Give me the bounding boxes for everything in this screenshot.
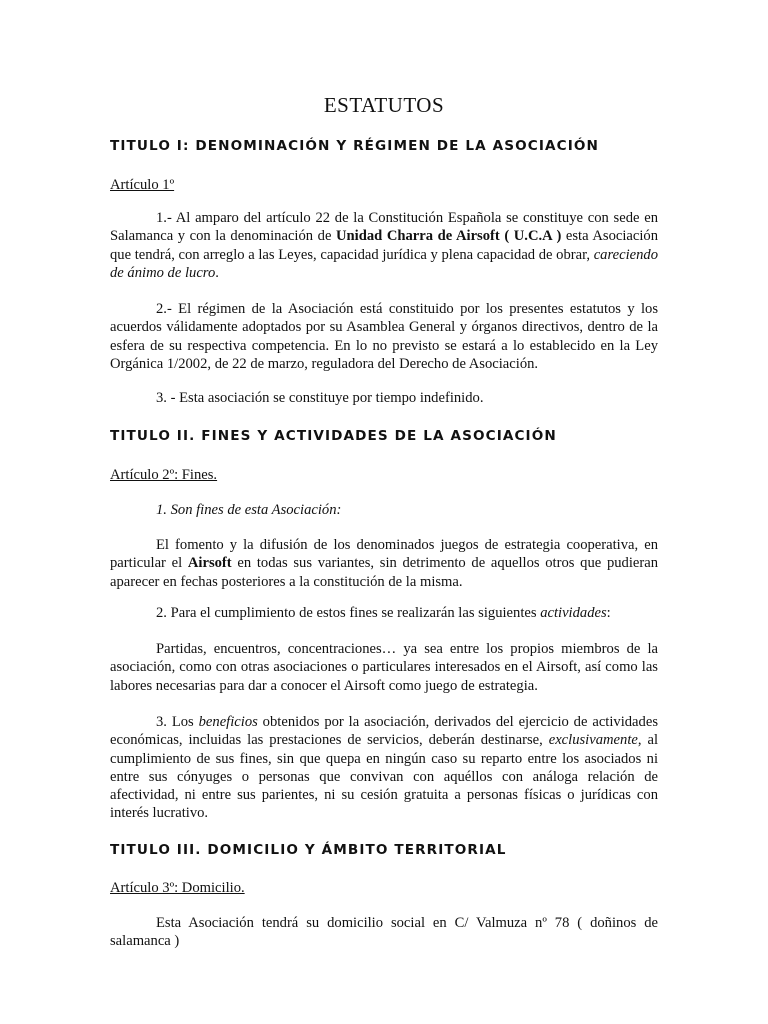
- paragraph-2-4: Partidas, encuentros, concentraciones… ya sea entre los propios miembros de la asociación, como con otras asociaciones o particulares interesados en el Airsoft, así como las labores necesarias para dar a conocer el Airsoft como juego de estrategia.: [110, 641, 658, 694]
- section-heading-titulo-3: TITULO III. DOMICILIO Y ÁMBITO TERRITORIAL: [110, 842, 507, 858]
- airsoft-bold: Airsoft: [187, 555, 232, 572]
- article-heading-2: [110, 466, 658, 484]
- paragraph-3-1: Esta Asociación tendrá su domicilio social en C/ Valmuza nº 78 ( doñinos de salamanca ): [110, 915, 658, 950]
- association-name: Unidad Charra de Airsoft ( U.C.A ): [336, 228, 562, 245]
- article-heading-2-text: Artículo 2º: Fines.: [110, 467, 218, 483]
- article-heading-1-text: Artículo 1º: [110, 177, 175, 193]
- paragraph-1-1-part-c: esta Asociación que tendrá, con arreglo a las Leyes, capacidad jurídica y plena capacidad de obrar,: [110, 228, 658, 263]
- beneficios-italic: beneficios: [198, 714, 258, 730]
- paragraph-2-2-part-a: El fomento y la difusión de los denominados juegos de estrategia cooperativa, en particular el: [110, 537, 658, 572]
- paragraph-2-2-part-c: en todas sus variantes, sin detrimento de aquellos otros que pudieran aparecer en fechas posteriores a la constitución de la misma.: [110, 555, 658, 590]
- section-heading-titulo-2: TITULO II. FINES Y ACTIVIDADES DE LA ASOCIACIÓN: [110, 428, 557, 444]
- paragraph-1-1-part-e: .: [215, 264, 219, 281]
- paragraph-2-5-part-c: obtenidos por la asociación, derivados del ejercicio de actividades económicas, incluidas las prestaciones de servicios, deberán destinarse,: [110, 714, 658, 749]
- paragraph-2-3-part-a: 2. Para el cumplimiento de estos fines se realizarán las siguientes: [156, 605, 541, 621]
- paragraph-1-2: 2.- El régimen de la Asociación está constituido por los presentes estatutos y los acuerdos válidamente adoptados por su Asamblea General y órganos directivos, dentro de la esfera de su respectiva competencia. En lo no previsto se estará a lo establecido en la Ley Orgánica 1/2002, de 22 de marzo, reguladora del Derecho de Asociación.: [110, 301, 658, 372]
- exclusivamente-italic: exclusivamente: [548, 732, 638, 749]
- article-heading-3-text: Artículo 3º: Domicilio.: [110, 880, 245, 896]
- paragraph-2-5-part-a: 3. Los: [156, 714, 199, 730]
- section-heading-titulo-1: TITULO I: DENOMINACIÓN Y RÉGIMEN DE LA ASOCIACIÓN: [110, 138, 599, 154]
- paragraph-1-1-part-a: 1.- Al amparo del artículo 22 de la Constitución Española se constituye con sede en Salamanca y con la denominación de: [110, 210, 658, 245]
- document-title: ESTATUTOS: [323, 93, 445, 117]
- article-heading-3: [110, 879, 658, 897]
- paragraph-1-3: 3. - Esta asociación se constituye por tiempo indefinido.: [156, 390, 484, 406]
- paragraph-2-3-part-c: :: [606, 605, 611, 621]
- paragraph-2-5-part-e: , al cumplimiento de sus fines, sin que quepa en ningún caso su reparto entre los asociados ni entre sus cónyuges o personas que convivan con aquéllos con análoga relación de afectividad, ni entre sus parientes, ni su cesión gratuita a personas físicas o jurídicas con interés lucrativo.: [110, 732, 658, 822]
- paragraph-1-1: [110, 209, 658, 282]
- paragraph-2-5: [110, 713, 658, 823]
- article-heading-1: [110, 176, 658, 194]
- paragraph-2-2: [110, 536, 658, 591]
- paragraph-2-3: [110, 604, 658, 622]
- non-profit-phrase: careciendo de ánimo de lucro: [110, 246, 658, 281]
- paragraph-2-1: 1. Son fines de esta Asociación:: [156, 502, 342, 518]
- actividades-italic: actividades: [540, 605, 607, 621]
